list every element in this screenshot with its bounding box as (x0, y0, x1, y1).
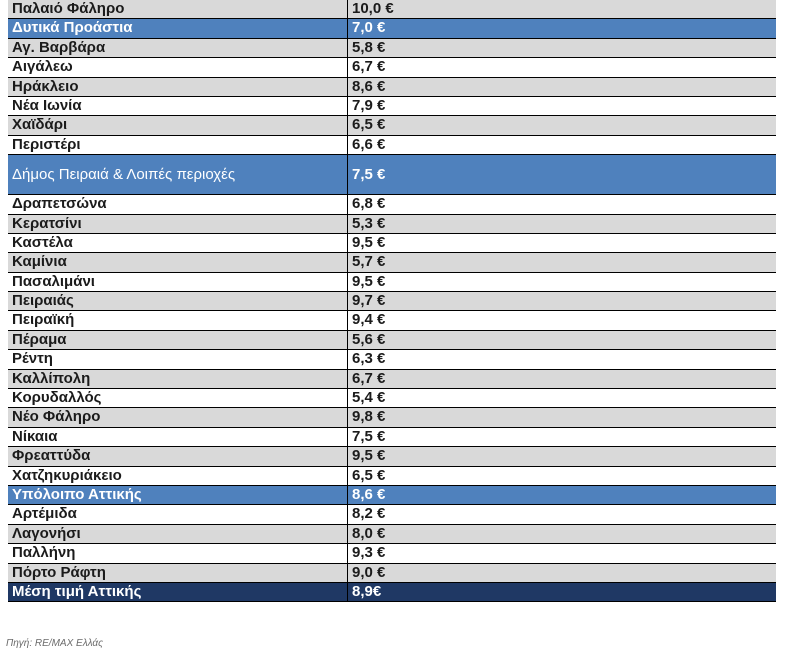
area-name: Πέραμα (8, 331, 348, 349)
area-name: Πειραϊκή (8, 311, 348, 329)
area-name: Πόρτο Ράφτη (8, 564, 348, 582)
price-value: 9,3 € (352, 544, 386, 562)
table-row (8, 234, 776, 253)
table-row (8, 215, 776, 234)
area-name: Παλλήνη (8, 544, 348, 562)
price-value: 7,0 € (352, 19, 386, 37)
price-value: 6,7 € (352, 369, 386, 387)
area-name: Πασαλιμάνι (8, 273, 348, 291)
area-name: Λαγονήσι (8, 525, 348, 543)
area-name: Αιγάλεω (8, 58, 348, 76)
area-name: Μέση τιμή Αττικής (8, 583, 348, 601)
price-value: 9,8 € (352, 408, 386, 426)
price-value: 8,6 € (352, 77, 386, 95)
table-row (8, 564, 776, 583)
price-value: 6,7 € (352, 58, 386, 76)
area-name: Δυτικά Προάστια (8, 19, 348, 37)
table-row (8, 505, 776, 524)
area-name: Νέα Ιωνία (8, 97, 348, 115)
area-name: Καστέλα (8, 234, 348, 252)
price-value: 9,0 € (352, 563, 386, 581)
table-row (8, 467, 776, 486)
price-value: 9,4 € (352, 311, 386, 329)
area-name: Παλαιό Φάληρο (8, 0, 348, 18)
price-value: 9,5 € (352, 272, 386, 290)
total-row (8, 583, 776, 602)
table-row (8, 544, 776, 563)
area-name: Πειραιάς (8, 292, 348, 310)
price-value: 8,6 € (352, 485, 386, 503)
price-value: 9,5 € (352, 233, 386, 251)
table-row (8, 58, 776, 77)
table-row (8, 78, 776, 97)
area-name: Νίκαια (8, 428, 348, 446)
region-header-row (8, 19, 776, 38)
region-header-row (8, 486, 776, 505)
area-name: Καλλίπολη (8, 370, 348, 388)
area-name: Καμίνια (8, 253, 348, 271)
price-value: 8,0 € (352, 524, 386, 542)
price-value: 5,7 € (352, 253, 386, 271)
table-row (8, 0, 776, 19)
area-name: Αρτέμιδα (8, 505, 348, 523)
price-value: 5,6 € (352, 330, 386, 348)
area-name: Περιστέρι (8, 136, 348, 154)
area-name: Φρεαττύδα (8, 447, 348, 465)
table-row (8, 273, 776, 292)
table-row (8, 253, 776, 272)
area-name: Ρέντη (8, 350, 348, 368)
price-value: 5,3 € (352, 214, 386, 232)
area-name: Δραπετσώνα (8, 195, 348, 213)
area-name: Υπόλοιπο Αττικής (8, 486, 348, 504)
table-row (8, 116, 776, 135)
table-row (8, 428, 776, 447)
price-value: 10,0 € (352, 0, 394, 17)
price-value: 6,6 € (352, 135, 386, 153)
table-row (8, 447, 776, 466)
table-row (8, 408, 776, 427)
price-value: 9,5 € (352, 447, 386, 465)
price-value: 7,5 € (352, 166, 386, 184)
area-name: Χατζηκυριάκειο (8, 467, 348, 485)
area-name: Ηράκλειο (8, 78, 348, 96)
table-row (8, 311, 776, 330)
price-value: 8,9€ (352, 582, 382, 600)
area-name: Δήμος Πειραιά & Λοιπές περιοχές (8, 155, 348, 194)
table-row (8, 39, 776, 58)
price-value: 5,4 € (352, 389, 386, 407)
region-header-row (8, 155, 776, 195)
area-name: Νέο Φάληρο (8, 408, 348, 426)
price-value: 7,9 € (352, 96, 386, 114)
area-name: Αγ. Βαρβάρα (8, 39, 348, 57)
table-row (8, 292, 776, 311)
price-value: 6,5 € (352, 466, 386, 484)
price-value: 9,7 € (352, 292, 386, 310)
area-name: Κορυδαλλός (8, 389, 348, 407)
table-row (8, 370, 776, 389)
table-row (8, 350, 776, 369)
table-row (8, 195, 776, 214)
price-value: 7,5 € (352, 427, 386, 445)
price-value: 6,8 € (352, 195, 386, 213)
source-note: Πηγή: RE/MAX Ελλάς (6, 638, 103, 649)
table-row (8, 331, 776, 350)
price-table (8, 0, 776, 602)
area-name: Κερατσίνι (8, 215, 348, 233)
table-row (8, 389, 776, 408)
table-row (8, 136, 776, 155)
price-value: 8,2 € (352, 505, 386, 523)
table-row (8, 97, 776, 116)
table-row (8, 525, 776, 544)
price-value: 6,3 € (352, 350, 386, 368)
price-value: 5,8 € (352, 38, 386, 56)
area-name: Χαϊδάρι (8, 116, 348, 134)
price-value: 6,5 € (352, 116, 386, 134)
